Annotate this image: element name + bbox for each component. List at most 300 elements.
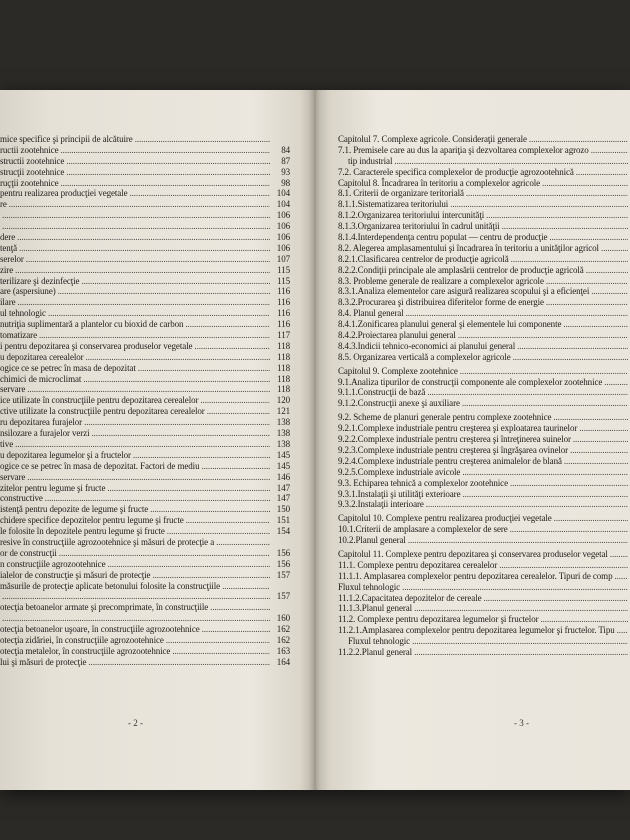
toc-entry-title: 11.1.1. Amplasarea complexelor pentru depozitarea cerealelor. Tipuri de comp [338,570,613,581]
toc-entry [0,439,306,450]
toc-entry-title: 7.1. Premisele care au dus la apariţia şi dezvoltarea complexelor agrozo [338,144,589,155]
toc-entry-title: 9.2.1.Complexe industriale pentru creşterea şi exploatarea taurinelor [338,423,578,434]
toc-entry-title: 11.2. Complexe pentru depozitarea legumelor şi fructelor [338,614,539,625]
toc-entry-title: 11.2.1.Amplasarea complexelor pentru depozitarea legumelor şi fructelor. Tipu [338,625,615,636]
toc-entry-title: 9.1.Analiza tipurilor de construcţii componente ale complexelor zootehnice [338,376,603,387]
toc-entry-title: ructii zootehnice [0,144,59,155]
toc-entry [322,366,630,377]
toc-entry [0,308,306,319]
toc-entry [322,188,630,199]
toc-leader-dots [9,199,270,210]
toc-leader-dots [92,428,271,439]
toc-leader-dots [427,387,628,398]
toc-entry [322,156,630,167]
toc-entry-title: terilizare şi dezinfecţie [0,275,80,286]
toc-leader-dots [466,188,628,199]
toc-entry-title: 11.1.3.Planul general [338,603,413,614]
toc-entry [0,243,306,254]
toc-entry-title: ialelor de construcţie şi măsuri de protecţie [0,569,151,580]
toc-entry-title: 9.2.3.Complexe industriale pentru creşterea şi îngrăşarea ovinelor [338,444,569,455]
toc-leader-dots [185,319,270,330]
toc-entry [0,167,306,178]
toc-entry [0,188,306,199]
toc-entry-page: 150 [276,504,290,515]
toc-entry [322,134,630,145]
toc-entry-title: 8.4. Planul general [338,308,404,319]
toc-entry-page: 138 [276,417,290,428]
toc-entry [322,341,630,352]
toc-leader-dots [450,199,628,210]
toc-entry-page: 98 [281,177,290,188]
toc-entry [322,352,630,363]
toc-leader-dots [549,232,628,243]
toc-entry-page: 116 [277,319,290,330]
toc-entry-title: re [0,199,7,210]
toc-leader-dots [2,221,270,232]
toc-entry-page: 156 [276,558,290,569]
toc-entry [0,635,306,646]
toc-entry [322,423,630,434]
toc-entry-title: 8.1. Criterii de organizare teritorială [338,188,464,199]
toc-entry-page: 146 [276,471,290,482]
toc-leader-dots [59,548,270,559]
toc-leader-dots [462,398,628,409]
toc-entry [322,636,630,647]
toc-entry-title: ru depozitarea furajelor [0,417,83,428]
toc-entry-title: 8.3. Probleme generale de realizare a complexelor agricole [338,275,544,286]
right-page [322,90,630,790]
toc-leader-dots [135,134,270,145]
toc-leader-dots [48,308,270,319]
toc-leader-dots [19,243,270,254]
toc-entry [322,524,630,535]
toc-entry [322,625,630,636]
toc-leader-dots [553,412,628,423]
toc-leader-dots [484,593,629,604]
toc-leader-dots [26,254,270,265]
toc-leader-dots [499,560,628,571]
toc-leader-dots [546,297,628,308]
toc-leader-dots [202,624,270,635]
toc-leader-dots [2,210,270,221]
toc-entry [322,387,630,398]
toc-entry-title: 8.1.1.Sistematizarea teritoriului [338,199,449,210]
toc-entry-title: otecţia metalelor, în construcţiile agrozootehnice [0,645,171,656]
toc-entry-page: 164 [276,656,290,667]
toc-entry [0,515,306,526]
toc-entry [322,593,630,604]
toc-entry [322,467,630,478]
toc-leader-dots [426,499,628,510]
toc-entry-title: lui şi măsuri de protecţie [0,656,87,667]
toc-entry-title: 9.1.1.Construcţii de bază [338,387,426,398]
toc-leader-dots [207,406,270,417]
toc-leader-dots [591,145,628,156]
left-page-number: - 2 - [128,718,143,728]
toc-entry-title: 8.4.1.Zonificarea planului general şi elementele lui componente [338,319,562,330]
toc-entry-title: chidere specifice depozitelor pentru legume şi fructe [0,515,184,526]
toc-leader-dots [511,254,628,265]
toc-entry [0,156,306,167]
toc-entry-page: 145 [276,460,290,471]
toc-leader-dots [573,434,628,445]
toc-entry-title: otecţia betoanelor uşoare, în construcţiile agrozootehnice [0,624,200,635]
toc-entry-page: 116 [277,308,290,319]
toc-entry-page: 157 [276,569,290,580]
toc-entry-title: nutriţia suplimentară a plantelor cu bioxid de carbon [0,319,184,330]
toc-entry [322,489,630,500]
toc-leader-dots [541,614,629,625]
toc-entry-title: 8.5. Organizarea verticală a complexelor agricole [338,351,511,362]
toc-entry-page: 106 [276,210,290,221]
toc-entry-title: chimici de microclimat [0,373,82,384]
right-page-number: - 3 - [514,718,529,728]
toc-entry [0,134,306,145]
toc-leader-dots [570,445,628,456]
toc-entry [322,478,630,489]
toc-entry [0,406,306,417]
toc-entry-title: 8.3.2.Procurarea şi distribuirea diferitelor forme de energie [338,297,544,308]
toc-leader-dots [138,363,270,374]
toc-leader-dots [2,613,270,624]
toc-entry-title: structii zootehnice [0,155,65,166]
toc-entry [0,428,306,439]
toc-entry-page: 118 [277,351,290,362]
toc-entry [322,167,630,178]
toc-leader-dots [579,423,628,434]
toc-entry-page: 87 [281,155,290,166]
toc-entry-title: ogice ce se petrec în masa de depozitat. Factori de mediu [0,460,200,471]
toc-entry [0,624,306,635]
toc-leader-dots [129,188,270,199]
toc-entry-page: 145 [276,449,290,460]
toc-entry [322,571,630,582]
toc-entry [0,483,306,494]
toc-leader-dots [513,352,628,363]
toc-entry [0,297,306,308]
toc-entry-title: mice specifice şi principii de alcătuire [0,134,133,144]
toc-entry-title: 8.1.3.Organizarea teritoriului în cadrul unităţii [338,221,500,232]
toc-entry [322,319,630,330]
toc-entry-title: Capitolul 10. Complexe pentru realizarea producţiei vegetale [338,513,552,524]
book-spread [0,90,630,790]
toc-entry [0,591,306,602]
toc-leader-dots [84,417,270,428]
toc-entry [0,613,306,624]
toc-leader-dots [576,167,628,178]
toc-entry-page: 118 [277,384,290,395]
toc-entry-page: 118 [277,362,290,373]
toc-entry-page: 115 [277,275,290,286]
toc-leader-dots [406,308,628,319]
toc-entry-title: 9.3.2.Instalaţii interioare [338,499,424,510]
toc-entry-title: n construcţiile agrozootehnice [0,558,106,569]
toc-leader-dots [58,286,270,297]
toc-entry [0,221,306,232]
toc-entry-title: 8.4.2.Proiectarea planului general [338,330,456,341]
toc-entry [322,178,630,189]
left-toc [0,134,306,668]
toc-entry-title: 8.1.2.Organizarea teritoriului intercunităţi [338,210,485,221]
toc-entry [322,243,630,254]
toc-entry-title: constructive [0,493,43,504]
toc-entry [0,232,306,243]
toc-entry [322,445,630,456]
toc-entry-title: ilare [0,297,16,308]
toc-leader-dots [458,330,628,341]
toc-leader-dots [201,461,270,472]
toc-entry [322,499,630,510]
toc-entry-title: 8.2.1.Clasificarea centrelor de producţie agricolă [338,253,509,264]
toc-entry [0,395,306,406]
toc-leader-dots [510,524,628,535]
toc-entry-title: resive în construcţiile agrozootehnice şi măsuri de protecţie a [0,536,215,547]
toc-leader-dots [529,134,628,145]
toc-entry-title: 9.2. Scheme de planuri generale pentru complexe zootehnice [338,412,552,423]
toc-entry-title: 11.1. Complexe pentru depozitarea cerealelor [338,559,498,570]
toc-leader-dots [88,657,270,668]
toc-entry-page: 116 [277,286,290,297]
toc-entry-title: 8.2. Alegerea amplasamentului şi încadrarea în teritoriu a unităţilor agricol [338,242,599,253]
toc-entry-title: 10.1.Criterii de amplasare a complexelor de sere [338,524,508,535]
toc-entry [322,377,630,388]
toc-entry [0,570,306,581]
toc-entry [0,461,306,472]
toc-entry [0,286,306,297]
toc-entry-title: or de construcţii [0,547,57,558]
toc-leader-dots [61,145,270,156]
toc-entry-page: 93 [281,166,290,177]
toc-entry-title: Capitolul 8. Încadrarea în teritoriu a complexelor agricole [338,177,541,188]
toc-leader-dots [412,636,628,647]
toc-entry-title: le folosite în depozitele pentru legume şi fructe [0,526,165,537]
toc-entry-page: 118 [277,340,290,351]
toc-leader-dots [460,366,628,377]
toc-leader-dots [2,591,270,602]
toc-leader-dots [222,581,270,592]
toc-leader-dots [17,232,270,243]
toc-entry [322,330,630,341]
toc-entry-page: 151 [276,515,290,526]
toc-leader-dots [542,178,628,189]
toc-entry-page: 121 [276,406,290,417]
toc-entry [0,210,306,221]
toc-leader-dots [194,341,270,352]
toc-entry [0,374,306,385]
toc-entry [0,363,306,374]
toc-leader-dots [166,635,270,646]
toc-leader-dots [66,156,270,167]
toc-entry-title: Capitolul 9. Complexe zootehnice [338,365,458,376]
toc-entry [0,352,306,363]
toc-leader-dots [210,602,270,613]
toc-leader-dots [66,167,270,178]
toc-entry [322,560,630,571]
toc-entry-title: măsurile de protecţie aplicate betonului folosite la construcţiile [0,580,221,591]
toc-entry [322,582,630,593]
toc-entry-title: 9.2.5.Complexe industriale avicole [338,466,461,477]
toc-entry [322,210,630,221]
toc-entry [0,526,306,537]
toc-entry-title: 11.2.2.Planul general [338,646,413,657]
toc-entry-page: 106 [276,242,290,253]
toc-leader-dots [601,243,628,254]
toc-entry [0,548,306,559]
toc-entry-page: 118 [277,373,290,384]
toc-entry-title: Capitolul 7. Complexe agricole. Consideraţii generale [338,134,527,144]
toc-leader-dots [617,625,628,636]
toc-entry [0,493,306,504]
toc-entry [322,308,630,319]
toc-leader-dots [394,156,628,167]
toc-entry-page: 157 [276,591,290,602]
toc-leader-dots [86,352,270,363]
toc-entry-title: serelor [0,253,24,264]
toc-leader-dots [167,526,270,537]
toc-entry-page: 147 [276,482,290,493]
toc-entry-title: 9.3.1.Instalaţii şi utilităţi exterioare [338,488,461,499]
toc-entry [322,265,630,276]
toc-leader-dots [15,265,270,276]
toc-entry-title: ul tehnologic [0,308,46,319]
toc-entry-title: tip industrial [348,155,393,166]
toc-leader-dots [563,319,628,330]
toc-leader-dots [107,559,270,570]
toc-entry [322,513,630,524]
toc-entry [0,178,306,189]
toc-entry-title: 8.4.3.Indicii tehnico-economici ai planului general [338,340,516,351]
toc-entry [322,276,630,287]
toc-entry-title: i pentru depozitarea şi conservarea produselor vegetale [0,340,193,351]
toc-entry-title: 9.1.2.Construcţii anexe şi auxiliare [338,398,460,409]
toc-entry-page: 156 [276,547,290,558]
toc-entry [322,286,630,297]
toc-entry-title: 8.1.4.Interdependenţa centru populat — centru de producţie [338,232,548,243]
toc-entry [0,341,306,352]
left-page [0,90,306,790]
toc-leader-dots [486,210,628,221]
toc-leader-dots [15,439,270,450]
toc-entry-page: 138 [276,428,290,439]
toc-leader-dots [83,374,270,385]
toc-entry-title: strucţii zootehnice [0,166,65,177]
toc-leader-dots [107,483,270,494]
toc-entry-page: 115 [277,264,290,275]
toc-entry [0,384,306,395]
toc-entry [322,232,630,243]
toc-entry [0,504,306,515]
toc-entry-title: ogice ce se petrec în masa de depozitat [0,362,136,373]
toc-leader-dots [591,286,628,297]
toc-entry [322,254,630,265]
toc-entry-page: 104 [276,199,290,210]
toc-leader-dots [27,472,270,483]
toc-leader-dots [564,456,628,467]
toc-entry [0,537,306,548]
toc-entry [0,602,306,613]
toc-entry-title: tenţă [0,242,17,253]
toc-leader-dots [510,478,628,489]
toc-entry [0,559,306,570]
toc-leader-dots [554,513,628,524]
toc-entry [322,412,630,423]
toc-leader-dots [18,297,271,308]
toc-entry [0,646,306,657]
toc-entry-page: 106 [276,221,290,232]
toc-entry-title: Fluxul tehnologic [348,636,411,647]
toc-entry-title: Capitolul 11. Complexe pentru depozitarea şi conservarea produselor vegetal [338,548,608,559]
toc-leader-dots [200,395,270,406]
toc-entry-page: 107 [276,253,290,264]
toc-entry-title: istenţă pentru depozite de legume şi fructe [0,504,149,515]
toc-entry-title: tive [0,438,14,449]
toc-entry-page: 162 [276,624,290,635]
toc-entry [0,254,306,265]
toc-entry-page: 160 [276,613,290,624]
toc-entry-page: 84 [281,144,290,155]
toc-entry [322,614,630,625]
toc-entry-page: 117 [277,330,290,341]
toc-entry-title: tomatizare [0,330,37,341]
toc-entry-page: 147 [276,493,290,504]
toc-entry [322,456,630,467]
toc-leader-dots [45,493,270,504]
toc-leader-dots [81,276,270,287]
toc-entry-title: zitelor pentru legume şi fructe [0,482,106,493]
toc-leader-dots [133,450,270,461]
toc-entry-title: dere [0,232,16,243]
toc-entry [0,145,306,156]
toc-leader-dots [462,467,628,478]
toc-entry [322,603,630,614]
right-toc [322,134,630,658]
toc-entry-title: servare [0,471,26,482]
toc-leader-dots [604,377,628,388]
toc-leader-dots [462,489,628,500]
toc-leader-dots [546,276,628,287]
toc-entry-title: nsilozare a furajelor verzi [0,428,90,439]
toc-entry-title: otecţia zidăriei, în construcţiile agrozootehnice [0,634,164,645]
toc-entry [322,434,630,445]
toc-entry [0,330,306,341]
toc-entry-page: 120 [276,395,290,406]
toc-entry [322,535,630,546]
toc-entry-title: servare [0,384,26,395]
toc-entry-title: u depozitarea legumelor şi a fructelor [0,449,131,460]
toc-leader-dots [186,515,270,526]
toc-leader-dots [610,549,628,560]
toc-entry-page: 106 [276,232,290,243]
toc-entry [0,199,306,210]
toc-entry [0,450,306,461]
toc-entry-title: 10.2.Planul general [338,535,406,546]
toc-entry-title: otecţia betoanelor armate şi precomprimate, în construcţiile [0,602,209,613]
toc-leader-dots [517,341,628,352]
toc-entry-title: pentru realizarea producţiei vegetale [0,188,128,199]
toc-entry-title: 8.2.2.Condiţii principale ale amplasării centrelor de producţie agricolă [338,264,584,275]
toc-entry-title: ctive utilizate la construcţiile pentru depozitarea cerealelor [0,406,205,417]
toc-entry-page: 116 [277,297,290,308]
toc-entry-title: 11.1.2.Capacitatea depozitelor de cereale [338,592,482,603]
toc-entry-title: 8.3.1.Analiza elementelor care asigură realizarea scopului şi a eficienţei [338,286,590,297]
toc-leader-dots [216,537,270,548]
toc-entry [322,398,630,409]
toc-leader-dots [614,571,628,582]
toc-leader-dots [414,647,628,658]
toc-leader-dots [39,330,270,341]
toc-entry-title: 7.2. Caracterele specifica complexelor de producţie agrozootehnică [338,166,574,177]
toc-entry [322,221,630,232]
